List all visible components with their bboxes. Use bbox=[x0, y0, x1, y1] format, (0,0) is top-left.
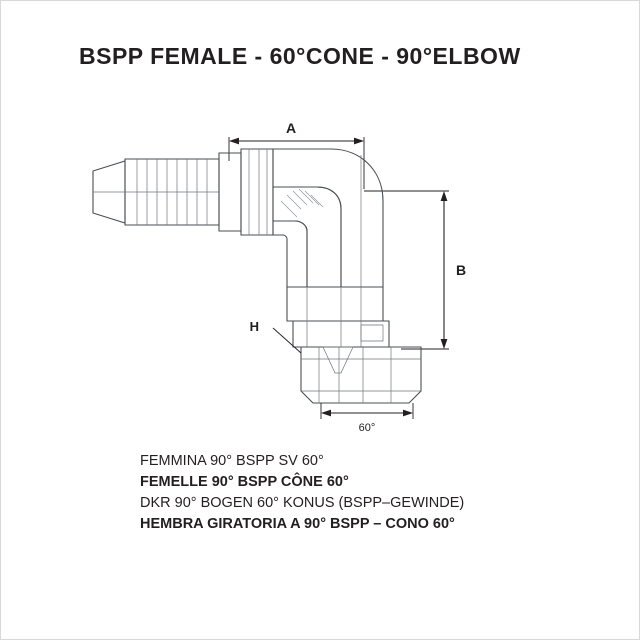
caption-fr: FEMELLE 90° BSPP CÔNE 60° bbox=[140, 474, 349, 490]
collar bbox=[219, 149, 273, 235]
technical-drawing bbox=[1, 91, 641, 434]
hose-tail bbox=[93, 159, 219, 225]
cone-angle-annotation bbox=[321, 403, 413, 434]
caption-it: FEMMINA 90° BSPP SV 60° bbox=[140, 453, 324, 469]
vertical-leg bbox=[287, 287, 389, 347]
dimension-a-label: A bbox=[285, 120, 297, 136]
dimension-h-label: H bbox=[249, 319, 259, 334]
caption-list bbox=[140, 451, 560, 535]
angle-60-label: 60° bbox=[358, 422, 376, 434]
caption-es: HEMBRA GIRATORIA A 90° BSPP – CONO 60° bbox=[140, 516, 455, 532]
dimension-b-label: B bbox=[456, 262, 467, 278]
page-title: BSPP FEMALE - 60°CONE - 90°ELBOW bbox=[79, 43, 521, 69]
caption-de: DKR 90° BOGEN 60° KONUS (BSPP–GEWINDE) bbox=[140, 495, 465, 511]
elbow-bend bbox=[273, 149, 383, 287]
fitting-body bbox=[93, 149, 421, 403]
swivel-nut bbox=[301, 347, 421, 403]
